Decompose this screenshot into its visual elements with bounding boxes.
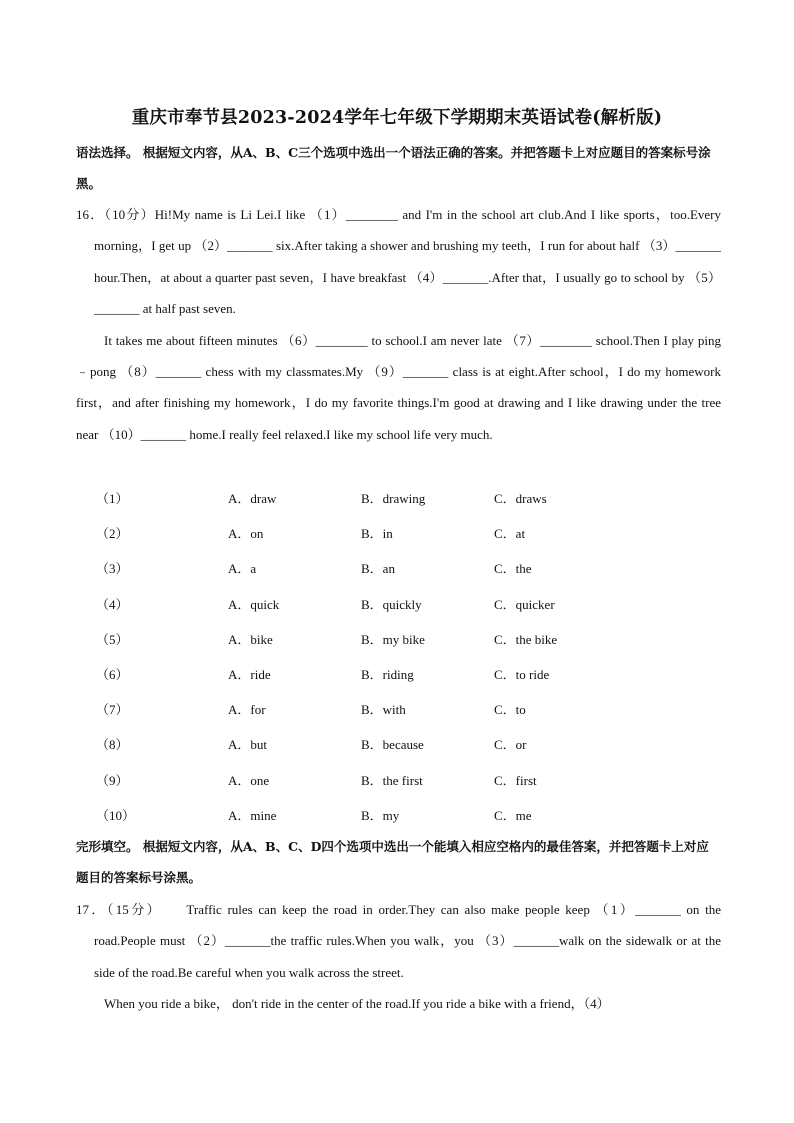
- option-c: C．draws: [494, 491, 547, 506]
- page-title: 重庆市奉节县2023-2024学年七年级下学期期末英语试卷(解析版): [131, 108, 663, 128]
- question-16-paragraph-1: 16．（10分）Hi!My name is Li Lei.I like （1）________ and I'm in the school art club.And I like sports，too.Every morning，I get up （2）_______ six.After taking a shower and brushing my teeth，I run for about half （3）_______ hour.Then，at about a quarter past seven，I have breakfast （4）_______.After that，I usually go to school by （5）_______ at half past seven.: [76, 207, 721, 317]
- question-17-paragraph-1: 17．（15分） Traffic rules can keep the road in order.They can also make people keep （1）_______ on the road.People must （2）_______the traffic rules.When you walk，you （3）_______walk on the sidewalk or at the side of the road.Be careful when you walk across the street.: [76, 902, 721, 980]
- option-a: A．draw: [228, 491, 277, 506]
- option-number: （10）: [96, 808, 136, 823]
- option-c: C．to: [494, 702, 526, 717]
- option-c: C．at: [494, 526, 526, 541]
- option-a: A．for: [228, 702, 266, 717]
- question-16-paragraph-2: It takes me about fifteen minutes （6）________ to school.I am never late （7）________ school.Then I play ping﹣pong （8）_______ chess with my classmates.My （9）_______ class is at eight.After school，I do my homework first，and after finishing my homework，I do my favorite things.I'm good at drawing and I like drawing under the tree near （10）_______ home.I really feel relaxed.I like my school life very much.: [76, 332, 721, 442]
- option-a: A．a: [228, 561, 257, 576]
- option-a: A．ride: [228, 667, 271, 682]
- section-instruction-cloze: 完形填空。 根据短文内容，从A、B、C、D四个选项中选出一个能填入相应空格内的最佳答案，并把答题卡上对应题目的答案标号涂黑。: [76, 839, 709, 885]
- option-number: （4）: [96, 597, 129, 612]
- option-b: B．an: [361, 561, 395, 576]
- option-c: C．the bike: [494, 632, 558, 647]
- option-number: （9）: [96, 773, 129, 788]
- option-number: （8）: [96, 737, 129, 752]
- option-c: C．first: [494, 773, 537, 788]
- option-number: （5）: [96, 632, 129, 647]
- option-number: （3）: [96, 561, 129, 576]
- question-16-passage: [76, 199, 721, 450]
- option-b: B．in: [361, 526, 393, 541]
- option-c: C．to ride: [494, 667, 550, 682]
- option-b: B．drawing: [361, 491, 426, 506]
- option-number: （6）: [96, 667, 129, 682]
- option-row: [76, 664, 721, 686]
- option-a: A．bike: [228, 632, 273, 647]
- option-b: B．my: [361, 808, 400, 823]
- option-c: C．or: [494, 737, 527, 752]
- option-b: B．with: [361, 702, 406, 717]
- option-row: [76, 734, 721, 756]
- option-a: A．one: [228, 773, 270, 788]
- option-number: （2）: [96, 526, 129, 541]
- option-a: A．quick: [228, 597, 280, 612]
- option-number: （1）: [96, 491, 129, 506]
- question-17-passage: [76, 894, 721, 1020]
- option-row: [76, 770, 721, 792]
- option-c: C．me: [494, 808, 532, 823]
- option-c: C．quicker: [494, 597, 555, 612]
- option-row: [76, 558, 721, 580]
- option-number: （7）: [96, 702, 129, 717]
- section-instruction-grammar: 语法选择。 根据短文内容，从A、B、C三个选项中选出一个语法正确的答案。并把答题卡上对应题目的答案标号涂黑。: [76, 145, 711, 191]
- option-c: C．the: [494, 561, 532, 576]
- option-row: [76, 699, 721, 721]
- option-row: [76, 629, 721, 651]
- option-b: B．the first: [361, 773, 423, 788]
- option-row: [76, 594, 721, 616]
- option-b: B．quickly: [361, 597, 422, 612]
- option-b: B．riding: [361, 667, 414, 682]
- option-a: A．on: [228, 526, 264, 541]
- option-b: B．my bike: [361, 632, 425, 647]
- option-row: [76, 805, 721, 827]
- option-a: A．mine: [228, 808, 277, 823]
- option-row: [76, 523, 721, 545]
- option-a: A．but: [228, 737, 268, 752]
- option-b: B．because: [361, 737, 424, 752]
- option-row: [76, 488, 721, 510]
- question-17-paragraph-2: When you ride a bike， don't ride in the center of the road.If you ride a bike with a friend，（4）: [104, 996, 610, 1012]
